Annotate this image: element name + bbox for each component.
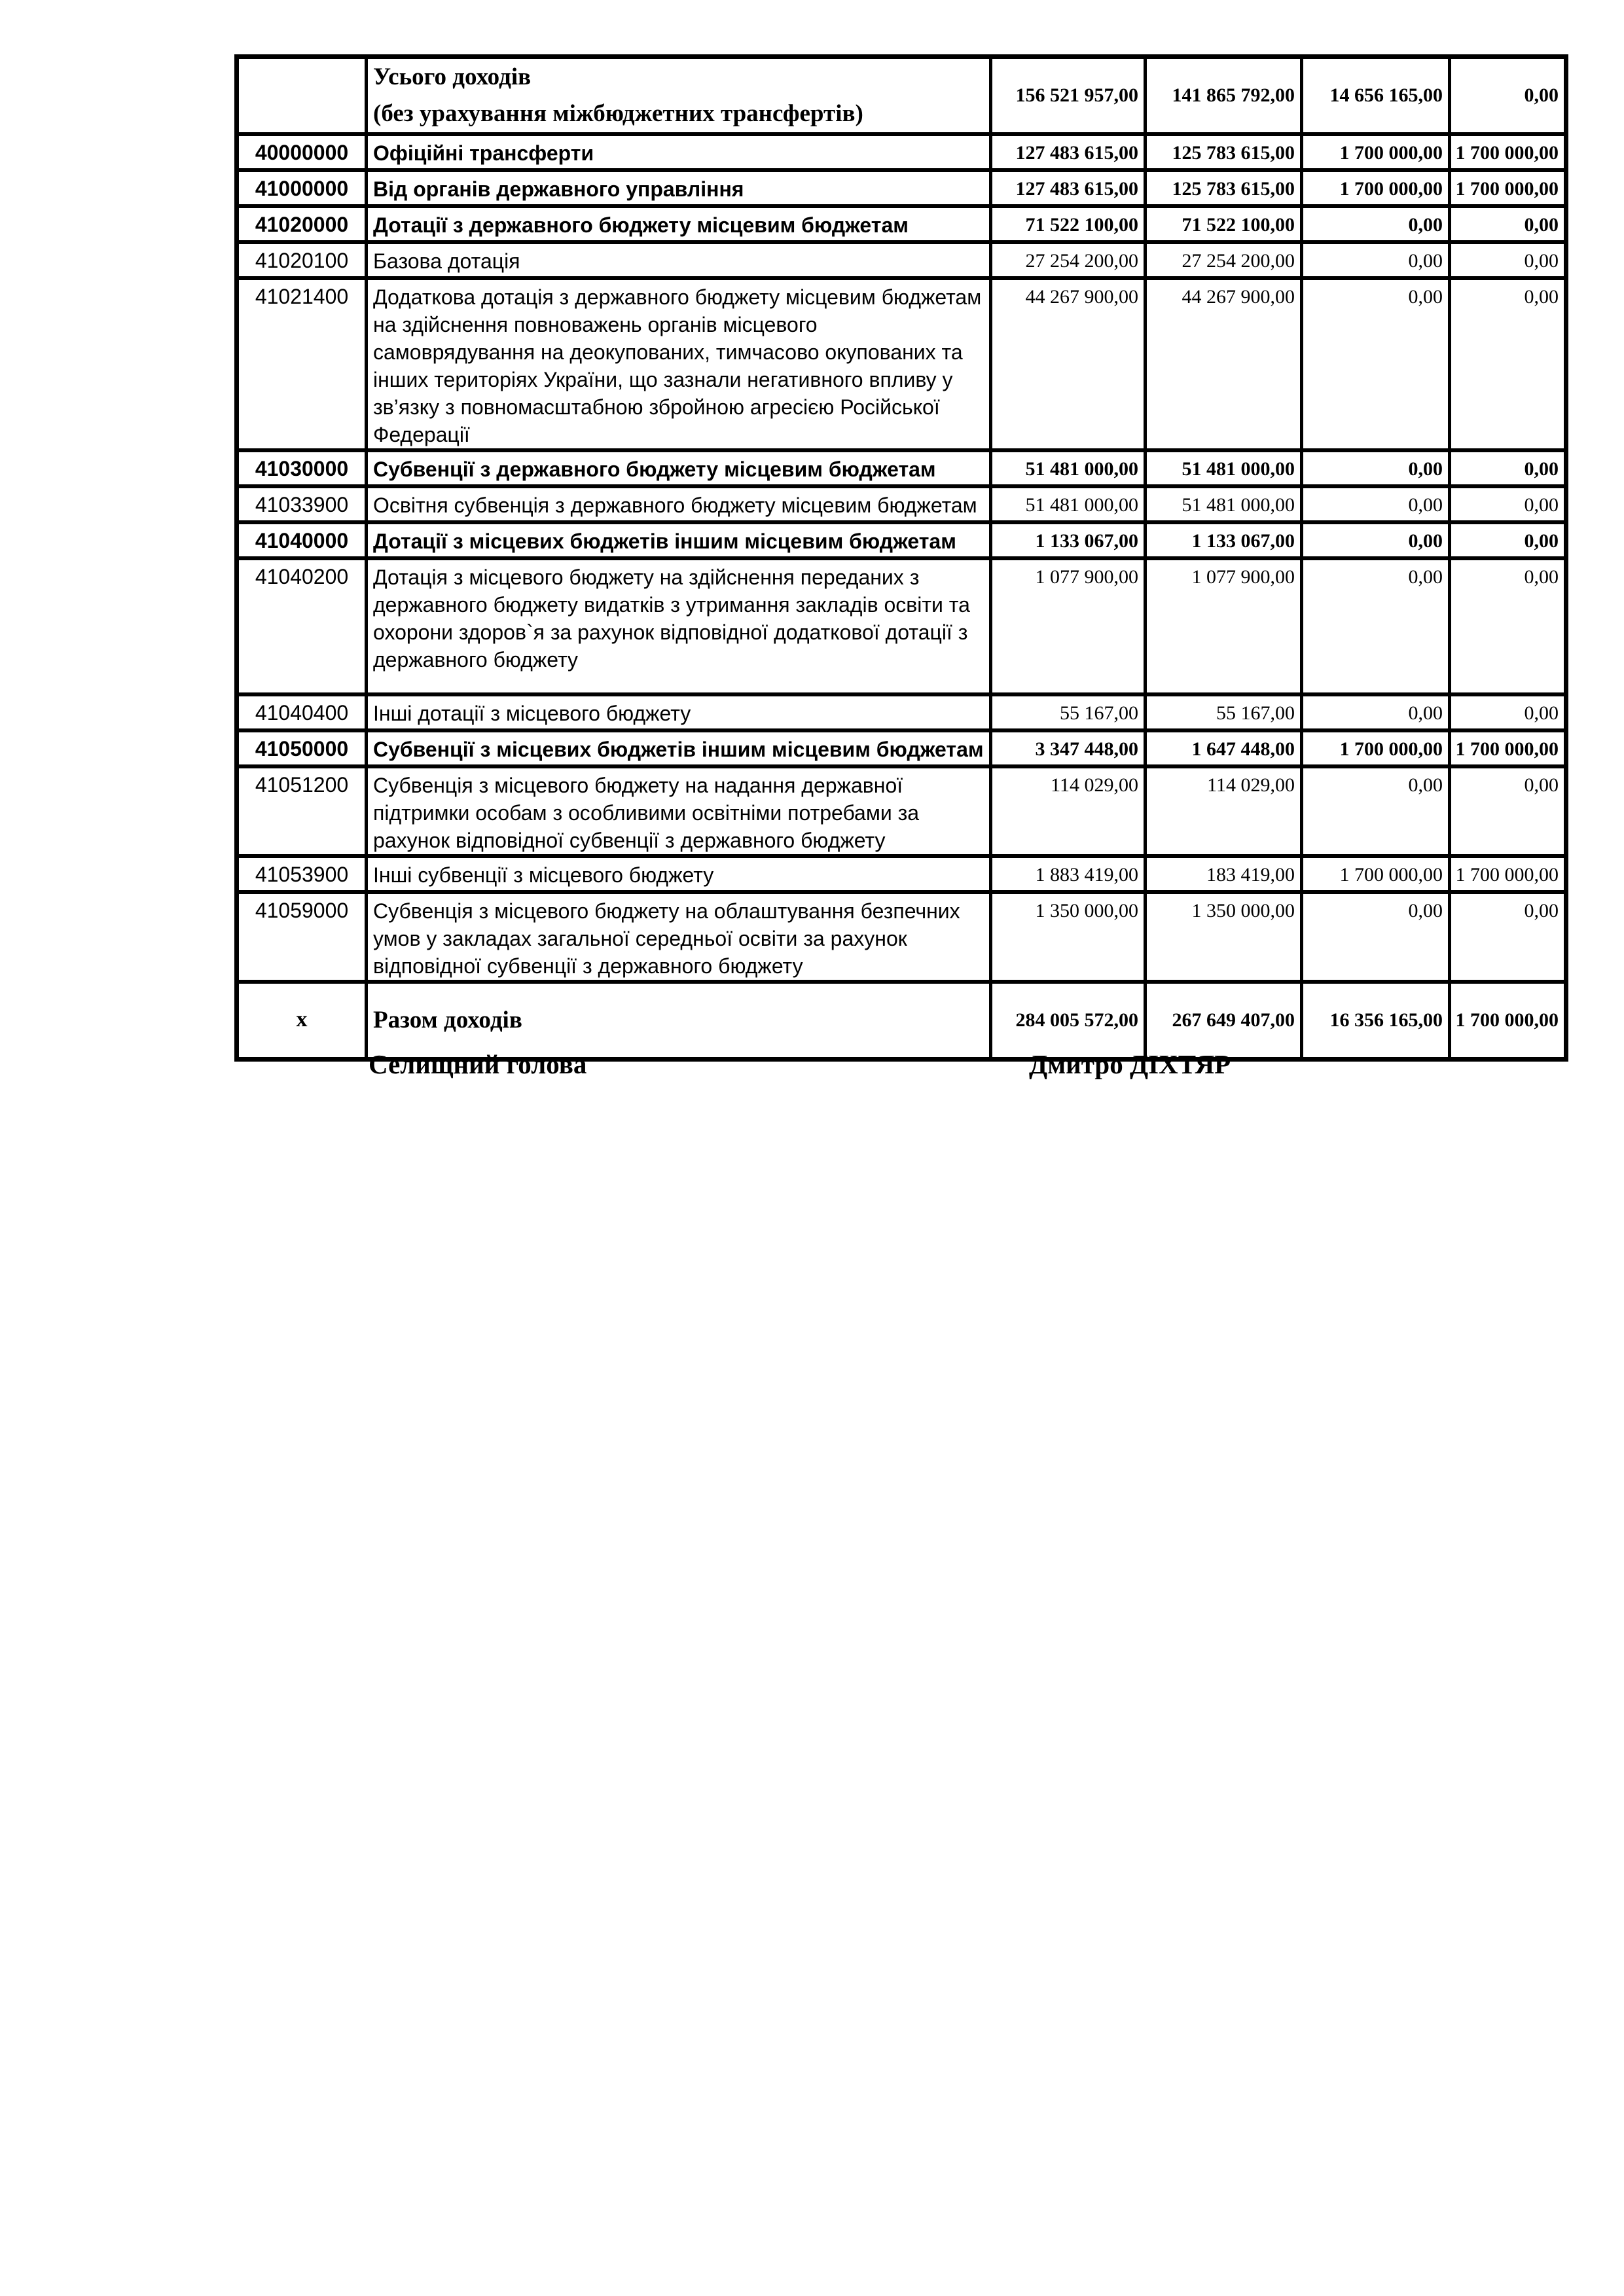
value-cell: 125 783 615,00	[1146, 134, 1302, 170]
code-cell: 41040400	[237, 694, 367, 730]
value-cell: 1 700 000,00	[1450, 134, 1566, 170]
table-row	[237, 766, 1566, 856]
signature-title: Селищний голова	[369, 1049, 587, 1079]
header-line-2: (без урахування міжбюджетних трансфертів)	[373, 100, 863, 127]
code-cell: 41030000	[237, 450, 367, 486]
value-cell: 141 865 792,00	[1146, 57, 1302, 135]
value-cell: 1 133 067,00	[991, 522, 1146, 558]
value-cell: 156 521 957,00	[991, 57, 1146, 135]
value-cell: 0,00	[1302, 892, 1450, 982]
value-cell: 1 133 067,00	[1146, 522, 1302, 558]
code-cell: 41059000	[237, 892, 367, 982]
value-cell: 0,00	[1302, 278, 1450, 450]
value-cell: 71 522 100,00	[1146, 206, 1302, 242]
description-cell: Субвенція з місцевого бюджету на надання державної підтримки особам з особливими освітніми потребами за рахунок відповідної субвенції з державного бюджету	[367, 766, 991, 856]
table-row	[237, 278, 1566, 450]
value-cell: 0,00	[1450, 522, 1566, 558]
value-cell: 1 700 000,00	[1302, 170, 1450, 206]
code-cell: 40000000	[237, 134, 367, 170]
value-cell: 0,00	[1450, 278, 1566, 450]
value-cell: 1 077 900,00	[1146, 558, 1302, 694]
value-cell: 16 356 165,00	[1302, 982, 1450, 1059]
table-row	[237, 856, 1566, 892]
code-cell: 41050000	[237, 730, 367, 766]
value-cell: 114 029,00	[991, 766, 1146, 856]
description-cell: Офіційні трансферти	[367, 134, 991, 170]
value-cell: 0,00	[1450, 486, 1566, 522]
value-cell: 183 419,00	[1146, 856, 1302, 892]
code-cell: 41021400	[237, 278, 367, 450]
code-cell: 41020100	[237, 242, 367, 278]
code-cell: 41051200	[237, 766, 367, 856]
code-cell: 41020000	[237, 206, 367, 242]
value-cell: 27 254 200,00	[991, 242, 1146, 278]
value-cell: 1 700 000,00	[1302, 134, 1450, 170]
value-cell: 71 522 100,00	[991, 206, 1146, 242]
code-cell: 41053900	[237, 856, 367, 892]
value-cell: 0,00	[1450, 892, 1566, 982]
code-cell: 41033900	[237, 486, 367, 522]
value-cell: 284 005 572,00	[991, 982, 1146, 1059]
budget-table	[234, 54, 1568, 1062]
description-cell: Субвенція з місцевого бюджету на облаштування безпечних умов у закладах загальної середньої освіти за рахунок відповідної субвенції з державного бюджету	[367, 892, 991, 982]
value-cell: 0,00	[1302, 766, 1450, 856]
value-cell: 1 350 000,00	[1146, 892, 1302, 982]
value-cell: 0,00	[1302, 242, 1450, 278]
signature-name: Дмитро ДІХТЯР	[1029, 1049, 1231, 1079]
table-row	[237, 134, 1566, 170]
value-cell: 1 647 448,00	[1146, 730, 1302, 766]
code-cell: 41000000	[237, 170, 367, 206]
value-cell: 0,00	[1450, 450, 1566, 486]
value-cell: 0,00	[1302, 558, 1450, 694]
value-cell: 0,00	[1450, 206, 1566, 242]
description-cell: Дотації з місцевих бюджетів іншим місцевим бюджетам	[367, 522, 991, 558]
value-cell: 1 700 000,00	[1450, 170, 1566, 206]
value-cell: 27 254 200,00	[1146, 242, 1302, 278]
code-cell: x	[237, 982, 367, 1059]
description-cell: Від органів державного управління	[367, 170, 991, 206]
value-cell: 0,00	[1302, 694, 1450, 730]
value-cell: 14 656 165,00	[1302, 57, 1450, 135]
description-cell: Освітня субвенція з державного бюджету місцевим бюджетам	[367, 486, 991, 522]
value-cell: 127 483 615,00	[991, 170, 1146, 206]
value-cell: 0,00	[1302, 206, 1450, 242]
table-row	[237, 892, 1566, 982]
table-row	[237, 57, 1566, 135]
value-cell: 51 481 000,00	[991, 486, 1146, 522]
value-cell: 1 700 000,00	[1450, 856, 1566, 892]
description-cell: Базова дотація	[367, 242, 991, 278]
value-cell: 44 267 900,00	[991, 278, 1146, 450]
value-cell: 1 700 000,00	[1302, 856, 1450, 892]
value-cell: 44 267 900,00	[1146, 278, 1302, 450]
table-row	[237, 694, 1566, 730]
description-cell: Разом доходів	[367, 982, 991, 1059]
value-cell: 125 783 615,00	[1146, 170, 1302, 206]
value-cell: 0,00	[1450, 558, 1566, 694]
description-cell: Інші субвенції з місцевого бюджету	[367, 856, 991, 892]
description-cell: Додаткова дотація з державного бюджету місцевим бюджетам на здійснення повноважень органів місцевого самоврядування на деокупованих, тимчасово окупованих та інших територіях України, що зазнали негативного впливу у зв’язку з повномасштабною збройною агресією Російської Федерації	[367, 278, 991, 450]
value-cell: 0,00	[1302, 450, 1450, 486]
table-row	[237, 450, 1566, 486]
value-cell: 51 481 000,00	[991, 450, 1146, 486]
value-cell: 0,00	[1450, 57, 1566, 135]
value-cell: 0,00	[1450, 694, 1566, 730]
table-row-total	[237, 982, 1566, 1059]
value-cell: 0,00	[1302, 522, 1450, 558]
value-cell: 0,00	[1450, 242, 1566, 278]
table-row	[237, 558, 1566, 694]
description-cell: Дотації з державного бюджету місцевим бюджетам	[367, 206, 991, 242]
value-cell: 114 029,00	[1146, 766, 1302, 856]
table-row	[237, 486, 1566, 522]
code-cell: 41040000	[237, 522, 367, 558]
value-cell: 1 700 000,00	[1450, 982, 1566, 1059]
value-cell: 1 700 000,00	[1450, 730, 1566, 766]
table-row	[237, 730, 1566, 766]
value-cell: 0,00	[1302, 486, 1450, 522]
table-row	[237, 522, 1566, 558]
header-line-1: Усього доходів	[373, 63, 532, 90]
value-cell: 1 350 000,00	[991, 892, 1146, 982]
value-cell: 51 481 000,00	[1146, 486, 1302, 522]
value-cell: 55 167,00	[991, 694, 1146, 730]
description-cell: Субвенції з місцевих бюджетів іншим місцевим бюджетам	[367, 730, 991, 766]
value-cell: 1 883 419,00	[991, 856, 1146, 892]
value-cell: 0,00	[1450, 766, 1566, 856]
table-row	[237, 206, 1566, 242]
value-cell: 127 483 615,00	[991, 134, 1146, 170]
description-cell: Інші дотації з місцевого бюджету	[367, 694, 991, 730]
value-cell: 267 649 407,00	[1146, 982, 1302, 1059]
value-cell: 51 481 000,00	[1146, 450, 1302, 486]
table-row	[237, 170, 1566, 206]
description-cell	[367, 57, 991, 135]
code-cell	[237, 57, 367, 135]
value-cell: 1 700 000,00	[1302, 730, 1450, 766]
value-cell: 3 347 448,00	[991, 730, 1146, 766]
description-cell: Субвенції з державного бюджету місцевим бюджетам	[367, 450, 991, 486]
code-cell: 41040200	[237, 558, 367, 694]
value-cell: 1 077 900,00	[991, 558, 1146, 694]
table-row	[237, 242, 1566, 278]
value-cell: 55 167,00	[1146, 694, 1302, 730]
description-cell: Дотація з місцевого бюджету на здійснення переданих з державного бюджету видатків з утримання закладів освіти та охорони здоров`я за рахунок відповідної додаткової дотації з державного бюджету	[367, 558, 991, 694]
